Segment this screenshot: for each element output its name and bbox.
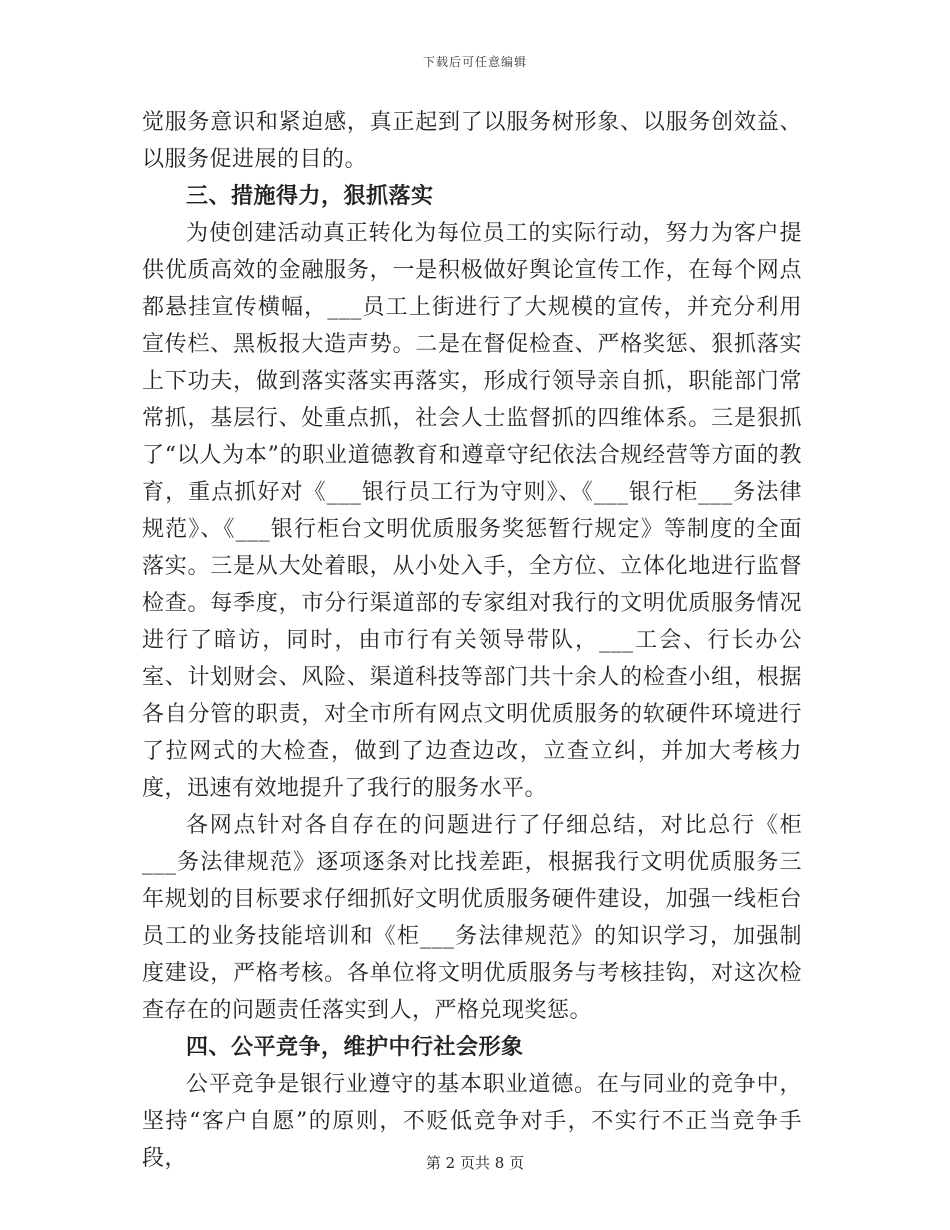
document-body [142, 104, 802, 1177]
paragraph-measures: 为使创建活动真正转化为每位员工的实际行动，努力为客户提供优质高效的金融服务，一是积极做好舆论宣传工作，在每个网点都悬挂宣传横幅，___员工上街进行了大规模的宣传，并充分利用宣传栏、黑板报大造声势。二是在督促检查、严格奖惩、狠抓落实上下功夫，做到落实落实再落实，形成行领导亲自抓，职能部门常常抓，基层行、处重点抓，社会人士监督抓的四维体系。三是狠抓了“以人为本”的职业道德教育和遵章守纪依法合规经营等方面的教育，重点抓好对《___银行员工行为守则》、《___银行柜___务法律规范》、《___银行柜台文明优质服务奖惩暂行规定》等制度的全面落实。三是从大处着眼，从小处入手，全方位、立体化地进行监督检查。每季度，市分行渠道部的专家组对我行的文明优质服务情况进行了暗访，同时，由市行有关领导带队，___工会、行长办公室、计划财会、风险、渠道科技等部门共十余人的检查小组，根据各自分管的职责，对全市所有网点文明优质服务的软硬件环境进行了拉网式的大检查，做到了边查边改，立查立纠，并加大考核力度，迅速有效地提升了我行的服务水平。 [142, 221, 802, 801]
paragraph-branch-summary: 各网点针对各自存在的问题进行了仔细总结，对比总行《柜___务法律规范》逐项逐条对比找差距，根据我行文明优质服务三年规划的目标要求仔细抓好文明优质服务硬件建设，加强一线柜台员工的业务技能培训和《柜___务法律规范》的知识学习，加强制度建设，严格考核。各单位将文明优质服务与考核挂钩，对这次检查存在的问题责任落实到人，严格兑现奖惩。 [142, 813, 802, 1023]
page-header-note: 下载后可任意编辑 [422, 55, 527, 69]
paragraph-continued: 觉服务意识和紧迫感，真正起到了以服务树形象、以服务创效益、以服务促进展的目的。 [142, 110, 802, 172]
paragraph-fair-competition: 公平竞争是银行业遵守的基本职业道德。在与同业的竞争中，坚持“客户自愿”的原则，不贬低竞争对手，不实行不正当竞争手段， [142, 1072, 802, 1171]
page-number: 第 2 页共 8 页 [425, 1154, 525, 1172]
section-heading-4: 四、公平竞争，维护中行社会形象 [186, 1035, 524, 1060]
section-heading-3: 三、措施得力，狠抓落实 [186, 184, 434, 209]
